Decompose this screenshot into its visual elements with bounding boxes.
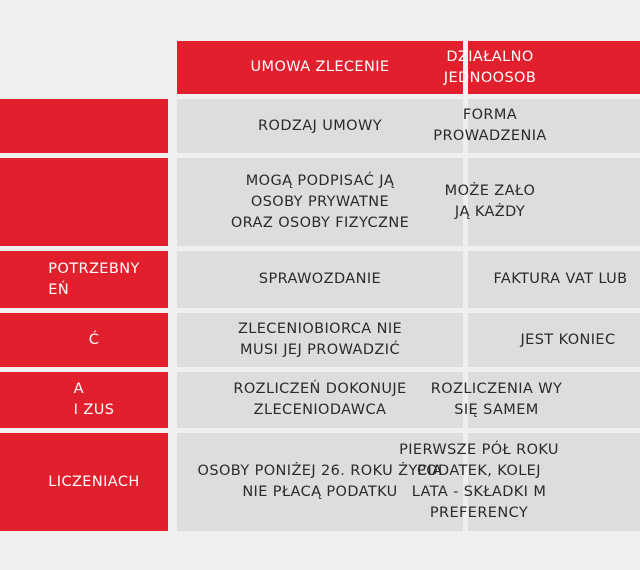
row-4-umowa-zlecenie: ZLECENIOBIORCA NIE MUSI JEJ PROWADZIĆ [177,313,463,367]
row-5-umowa-zlecenie: ROZLICZEŃ DOKONUJE ZLECENIODAWCA [177,372,463,428]
header-umowa-zlecenie: UMOWA ZLECENIE [177,41,463,94]
header-line-1: DZIAŁALNO [446,48,534,65]
header-line-2: JEDNOOSOB [443,69,537,86]
row-3-umowa-zlecenie: SPRAWOZDANIE [177,251,463,308]
row-5-dzialalnosc: ROZLICZENIA WY SIĘ SAMEM [468,372,640,428]
row-6-umowa-zlecenie: OSOBY PONIŻEJ 26. ROKU ŻYCIA NIE PŁACĄ PODATKU [177,433,463,531]
row-2-umowa-zlecenie: MOGĄ PODPISAĆ JĄ OSOBY PRYWATNE ORAZ OSOBY FIZYCZNE [177,158,463,246]
row-3-dzialalnosc: FAKTURA VAT LUB [468,251,640,308]
header-dzialalnosc [443,41,640,94]
row-label-3: POTRZEBNY EŃ [0,251,168,308]
row-1-umowa-zlecenie: RODZAJ UMOWY [177,99,463,153]
row-2-dzialalnosc: MOŻE ZAŁO JĄ KAŻDY [468,158,640,246]
row-label-6: LICZENIACH [0,433,168,531]
row-label-2 [0,158,168,246]
row-1-dzialalnosc: FORMA PROWADZENIA [468,99,640,153]
row-4-dzialalnosc: JEST KONIEC [468,313,640,367]
row-label-1 [0,99,168,153]
row-label-4: Ć [0,313,168,367]
row-label-5: A I ZUS [0,372,168,428]
row-6-dzialalnosc: PIERWSZE PÓŁ ROKU PODATEK, KOLEJ LATA - SKŁADKI M PREFERENCY [468,433,640,531]
